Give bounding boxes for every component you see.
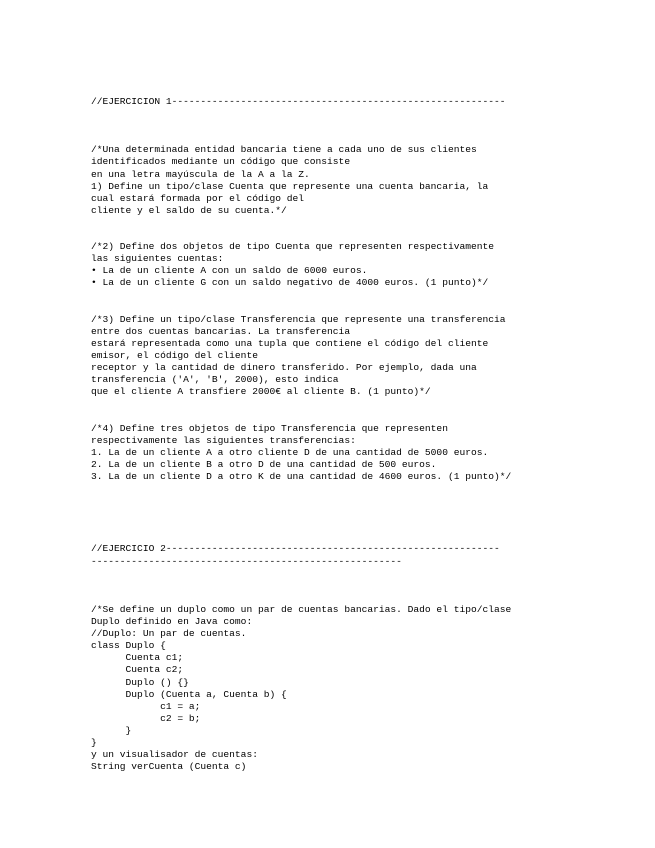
document-line [91,519,571,531]
document-line: /*Se define un duplo como un par de cuentas bancarias. Dado el tipo/clase [91,603,512,615]
document-line [91,120,571,132]
document-line: //EJERCICION 1---------------------------------------------------------- [91,96,506,107]
document-line: class Duplo { [91,640,166,652]
document-line: y un visualisador de cuentas: [91,749,258,761]
document-line: } [91,736,97,748]
document-line: en una letra mayúscula de la A a la Z. [91,168,310,180]
document-line: Duplo () {} [91,676,189,688]
document-line: 1) Define un tipo/clase Cuenta que represente una cuenta bancaria, la [91,180,489,192]
document-line [91,507,571,519]
document-line: cliente y el saldo de su cuenta.*/ [91,204,287,216]
document-line: /*Una determinada entidad bancaria tiene a cada uno de sus clientes [91,144,477,156]
document-line: estará representada como una tupla que contiene el código del cliente [91,337,489,349]
document-line: Duplo definido en Java como: [91,616,253,628]
document-line [91,483,571,495]
document-line: transferencia ('A', 'B', 2000), esto indica [91,374,339,386]
document-line: 2. La de un cliente B a otro D de una cantidad de 500 euros. [91,458,437,470]
document-line [91,302,571,314]
document-line [91,132,571,144]
document-line: entre dos cuentas bancarias. La transferencia [91,325,351,337]
document-line: /*4) Define tres objetos de tipo Transferencia que representen [91,422,448,434]
document-line [91,495,571,507]
document-line: las siguientes cuentas: [91,253,224,265]
document-line: emisor, el código del cliente [91,349,258,361]
document-line: • La de un cliente A con un saldo de 6000 euros. [91,265,368,277]
document-line [91,580,571,592]
document-line [91,108,571,120]
document-line: /*3) Define un tipo/clase Transferencia que represente una transferencia [91,313,506,325]
document-line: ------------------------------------------------------ [91,555,402,567]
document-line [91,398,571,410]
document-line: que el cliente A transfiere 2000€ al cliente B. (1 punto)*/ [91,386,431,398]
document-line [91,568,571,580]
document-line [91,217,571,229]
document-line: 1. La de un cliente A a otro cliente D de una cantidad de 5000 euros. [91,446,489,458]
document-text [91,96,571,773]
document-line [91,592,571,604]
document-line: Cuenta c2; [91,664,184,676]
document-line: //Duplo: Un par de cuentas. [91,628,247,640]
document-line: } [91,724,132,736]
document-line: c2 = b; [91,712,201,724]
document-line [91,229,571,241]
document-line: identificados mediante un código que consiste [91,156,351,168]
document-line: /*2) Define dos objetos de tipo Cuenta que representen respectivamente [91,241,495,253]
document-line: receptor y la cantidad de dinero transferido. Por ejemplo, dada una [91,362,477,374]
document-line: respectivamente las siguientes transferencias: [91,434,356,446]
document-line: String verCuenta (Cuenta c) [91,761,247,773]
document-line: cual estará formada por el código del [91,192,305,204]
document-line: • La de un cliente G con un saldo negativo de 4000 euros. (1 punto)*/ [91,277,489,289]
document-line: c1 = a; [91,700,201,712]
document-line [91,410,571,422]
document-line: Cuenta c1; [91,652,184,664]
document-line [91,531,571,543]
document-line [91,290,571,302]
document-line: 3. La de un cliente D a otro K de una cantidad de 4600 euros. (1 punto)*/ [91,470,512,482]
document-line: Duplo (Cuenta a, Cuenta b) { [91,688,287,700]
document-line: //EJERCICIO 2---------------------------------------------------------- [91,543,500,555]
